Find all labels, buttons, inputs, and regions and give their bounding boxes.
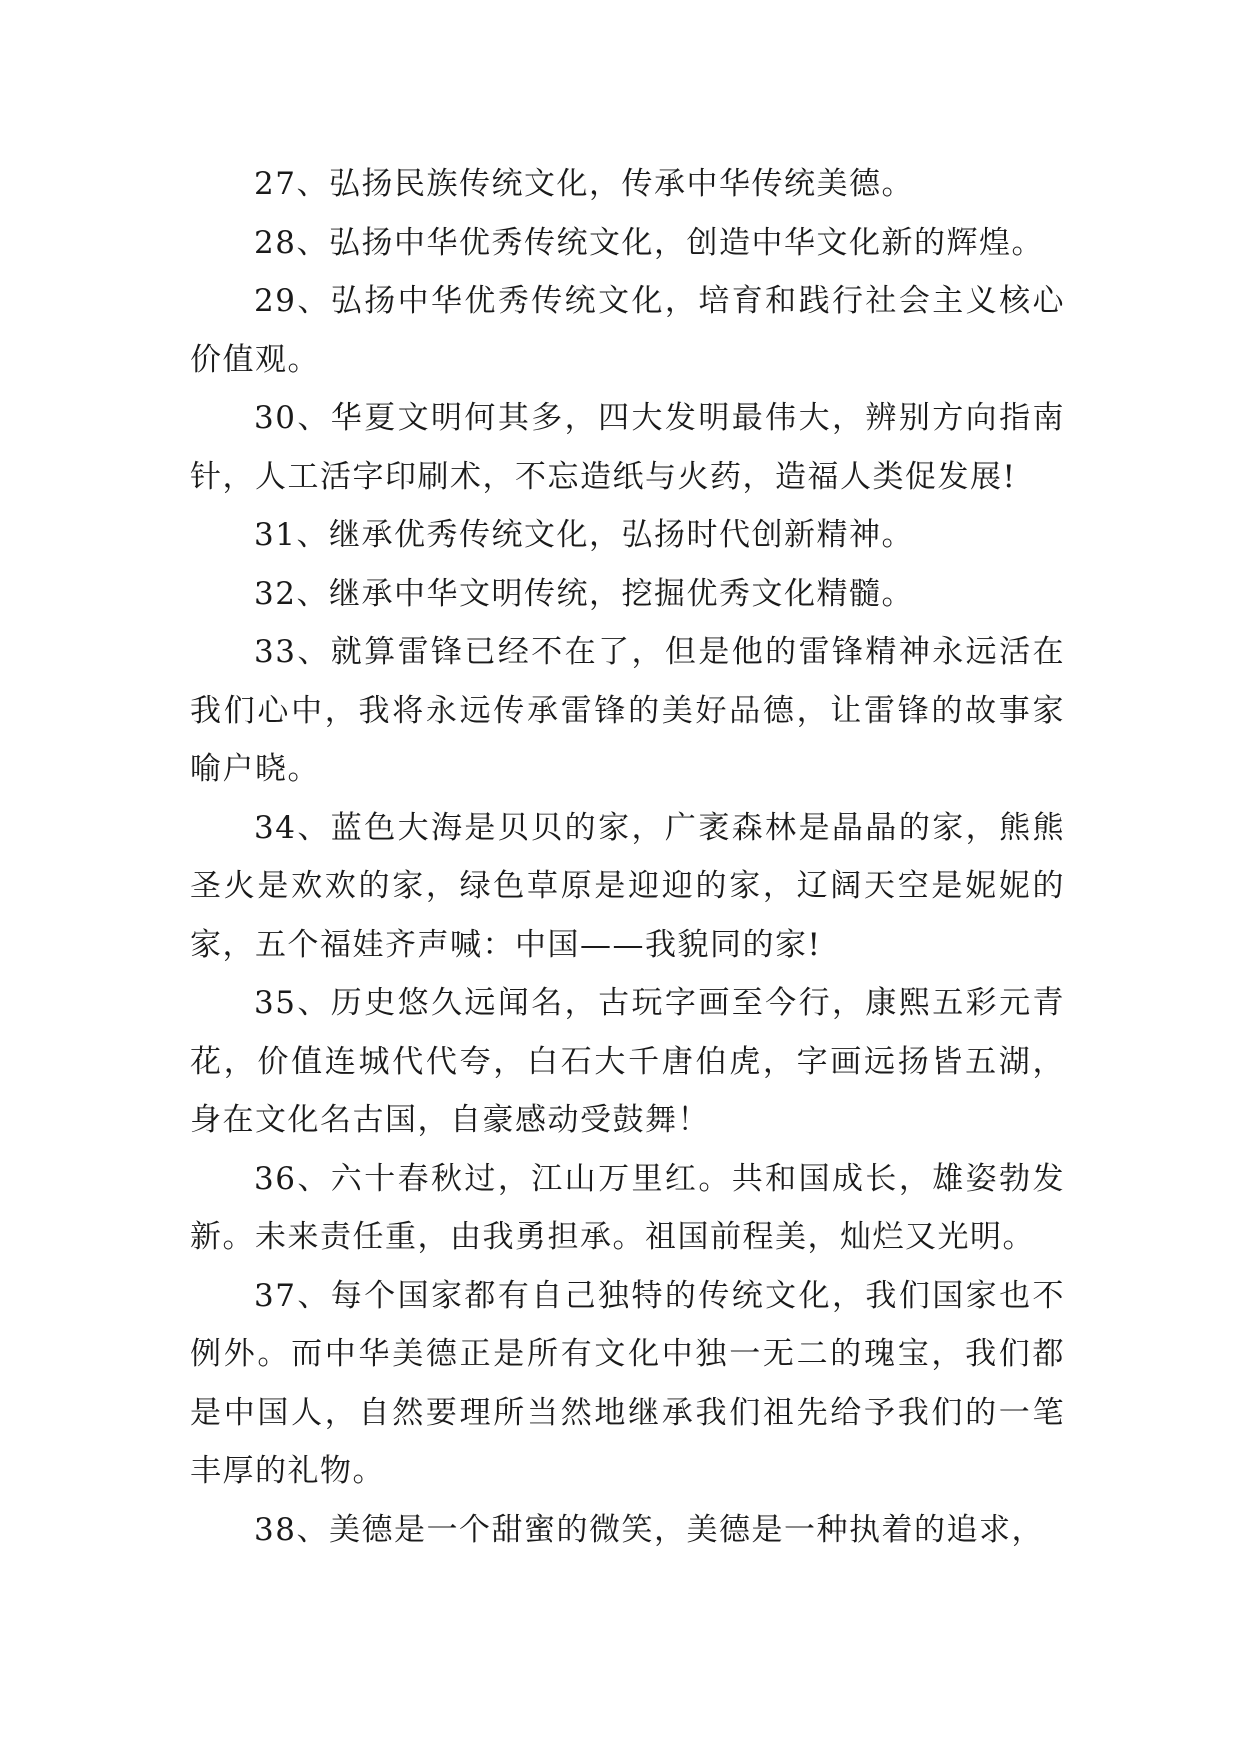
- paragraph-33: 33、就算雷锋已经不在了，但是他的雷锋精神永远活在我们心中，我将永远传承雷锋的美好品德，让雷锋的故事家喻户晓。: [190, 634, 1065, 787]
- paragraph-27: 27、弘扬民族传统文化，传承中华传统美德。: [254, 166, 914, 202]
- document-body: [190, 155, 1065, 1559]
- paragraph-35: 35、历史悠久远闻名，古玩字画至今行，康熙五彩元青花，价值连城代代夸，白石大千唐伯虎，字画远扬皆五湖，身在文化名古国，自豪感动受鼓舞！: [190, 985, 1065, 1138]
- paragraph-37: 37、每个国家都有自己独特的传统文化，我们国家也不例外。而中华美德正是所有文化中独一无二的瑰宝，我们都是中国人，自然要理所当然地继承我们祖先给予我们的一笔丰厚的礼物。: [190, 1277, 1065, 1489]
- paragraph-38: 38、美德是一个甜蜜的微笑，美德是一种执着的追求，: [254, 1511, 1044, 1548]
- paragraph-30: 30、华夏文明何其多，四大发明最伟大，辨别方向指南针，人工活字印刷术，不忘造纸与火药，造福人类促发展!: [190, 400, 1065, 495]
- paragraph-28: 28、弘扬中华优秀传统文化，创造中华文化新的辉煌。: [254, 224, 1044, 261]
- paragraph-29: 29、弘扬中华优秀传统文化，培育和践行社会主义核心价值观。: [190, 283, 1065, 378]
- paragraph-36: 36、六十春秋过，江山万里红。共和国成长，雄姿勃发新。未来责任重，由我勇担承。祖国前程美，灿烂又光明。: [190, 1160, 1065, 1255]
- paragraph-31: 31、继承优秀传统文化，弘扬时代创新精神。: [254, 517, 914, 553]
- paragraph-34: 34、蓝色大海是贝贝的家，广袤森林是晶晶的家，熊熊圣火是欢欢的家，绿色草原是迎迎的家，辽阔天空是妮妮的家，五个福娃齐声喊：中国——我貌同的家!: [190, 809, 1065, 963]
- paragraph-32: 32、继承中华文明传统，挖掘优秀文化精髓。: [254, 575, 914, 612]
